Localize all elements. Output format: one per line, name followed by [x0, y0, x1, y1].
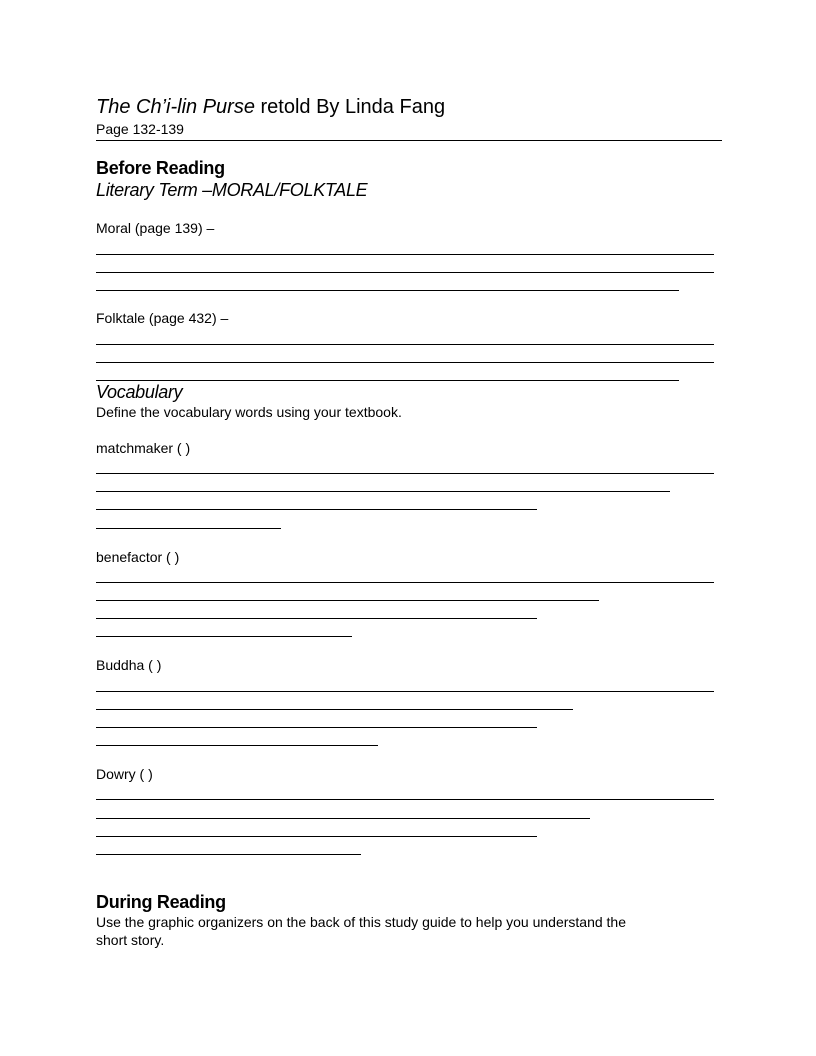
during-reading-heading: During Reading	[96, 892, 226, 912]
vocab-answer-line[interactable]	[96, 528, 281, 529]
vocab-answer-line[interactable]	[96, 600, 599, 601]
vocab-word-buddha: Buddha ( )	[96, 657, 162, 673]
story-author: retold By Linda Fang	[254, 96, 446, 118]
before-reading-heading: Before Reading	[96, 158, 225, 178]
vocab-answer-line[interactable]	[96, 854, 361, 855]
vocabulary-heading: Vocabulary	[96, 382, 183, 402]
vocab-answer-line[interactable]	[96, 727, 537, 728]
vocab-word-benefactor: benefactor ( )	[96, 549, 180, 565]
moral-answer-line[interactable]	[96, 272, 714, 273]
vocab-word-dowry: Dowry ( )	[96, 766, 153, 782]
folktale-answer-line[interactable]	[96, 344, 714, 345]
moral-label: Moral (page 139) –	[96, 220, 215, 236]
story-title: The Ch’i-lin Purse	[96, 96, 255, 118]
vocab-answer-line[interactable]	[96, 799, 714, 800]
vocab-answer-line[interactable]	[96, 509, 537, 510]
vocab-word-matchmaker: matchmaker ( )	[96, 440, 191, 456]
during-reading-text-line1: Use the graphic organizers on the back of this study guide to help you understand the	[96, 914, 627, 930]
worksheet-title	[96, 96, 445, 119]
during-reading-text-line2: short story.	[96, 932, 165, 948]
vocab-answer-line[interactable]	[96, 691, 714, 692]
vocab-answer-line[interactable]	[96, 636, 352, 637]
vocab-answer-line[interactable]	[96, 818, 590, 819]
page-range: Page 132-139	[96, 121, 184, 137]
folktale-label: Folktale (page 432) –	[96, 310, 229, 326]
moral-answer-line[interactable]	[96, 254, 714, 255]
folktale-answer-line[interactable]	[96, 362, 714, 363]
vocab-answer-line[interactable]	[96, 709, 573, 710]
header-divider	[96, 140, 722, 141]
vocab-answer-line[interactable]	[96, 473, 714, 474]
moral-answer-line[interactable]	[96, 290, 679, 291]
literary-term-heading: Literary Term –MORAL/FOLKTALE	[96, 180, 368, 200]
vocab-answer-line[interactable]	[96, 745, 378, 746]
vocab-answer-line[interactable]	[96, 618, 537, 619]
vocab-answer-line[interactable]	[96, 836, 537, 837]
vocabulary-instructions: Define the vocabulary words using your textbook.	[96, 404, 402, 420]
folktale-answer-line[interactable]	[96, 380, 679, 381]
vocab-answer-line[interactable]	[96, 582, 714, 583]
vocab-answer-line[interactable]	[96, 491, 670, 492]
